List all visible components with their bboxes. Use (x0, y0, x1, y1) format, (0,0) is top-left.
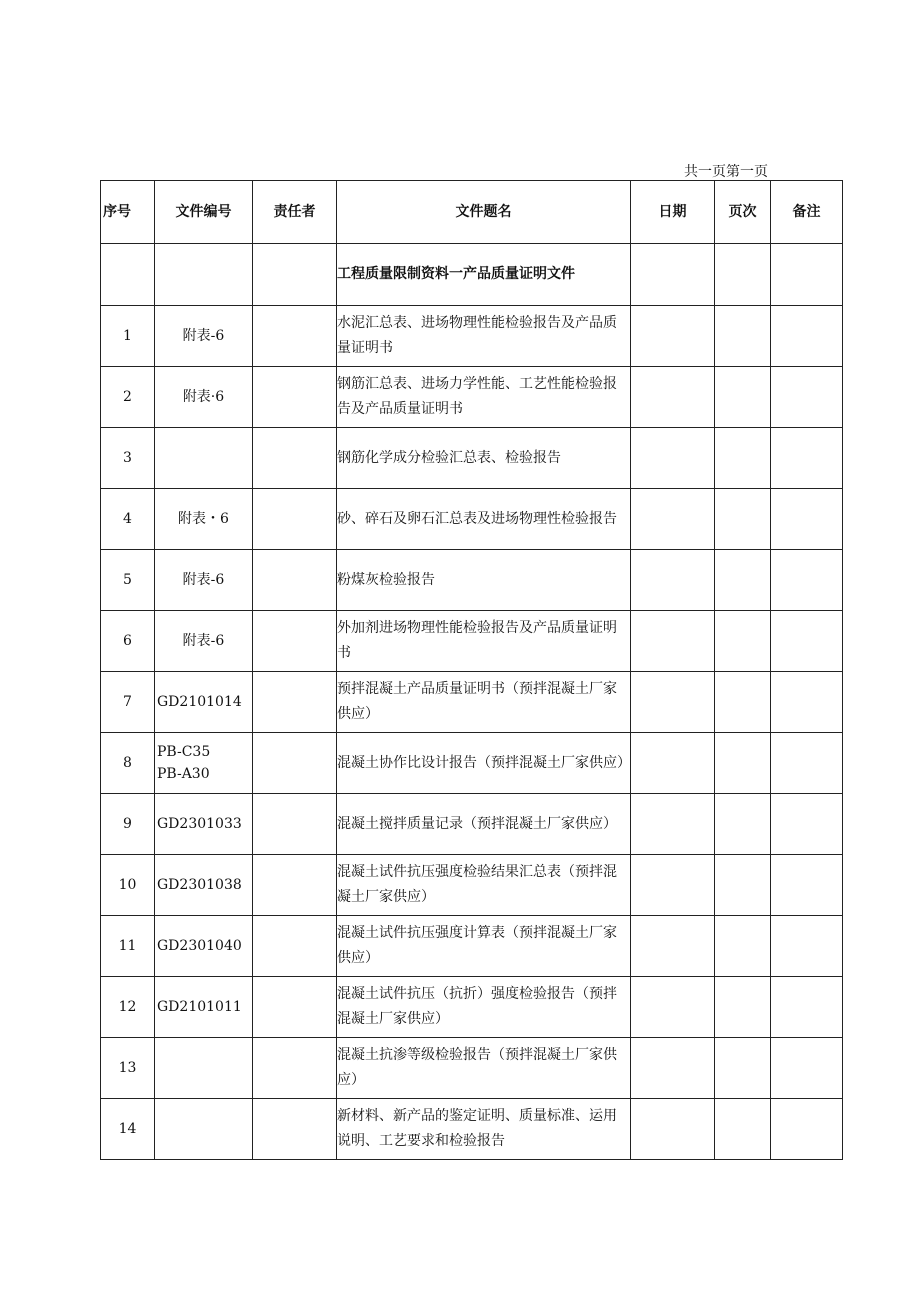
row-date (631, 977, 715, 1038)
row-responsible (253, 428, 337, 489)
row-responsible (253, 1038, 337, 1099)
row-responsible (253, 733, 337, 794)
row-pages (715, 1038, 771, 1099)
row-date (631, 916, 715, 977)
section-title: 工程质量限制资料一产品质量证明文件 (337, 244, 631, 306)
row-pages (715, 916, 771, 977)
row-file-title: 外加剂进场物理性能检验报告及产品质量证明书 (337, 611, 631, 672)
row-pages (715, 794, 771, 855)
row-date (631, 672, 715, 733)
column-header-responsible: 责任者 (253, 181, 337, 244)
row-file-code (155, 428, 253, 489)
table-row (101, 306, 843, 367)
row-remarks (771, 672, 843, 733)
row-file-title: 水泥汇总表、进场物理性能检验报告及产品质量证明书 (337, 306, 631, 367)
row-seq: 2 (101, 367, 155, 428)
column-header-file-title: 文件题名 (337, 181, 631, 244)
row-seq: 4 (101, 489, 155, 550)
section-row (101, 244, 843, 306)
row-pages (715, 550, 771, 611)
table-row (101, 1099, 843, 1160)
row-seq: 10 (101, 855, 155, 916)
row-responsible (253, 306, 337, 367)
row-remarks (771, 733, 843, 794)
row-file-code (155, 1038, 253, 1099)
row-responsible (253, 672, 337, 733)
row-remarks (771, 916, 843, 977)
column-header-seq: 序号 (101, 181, 155, 244)
row-pages (715, 672, 771, 733)
row-date (631, 1038, 715, 1099)
column-header-date: 日期 (631, 181, 715, 244)
row-pages (715, 489, 771, 550)
table-row (101, 794, 843, 855)
row-file-title: 新材料、新产品的鉴定证明、质量标准、运用说明、工艺要求和检验报告 (337, 1099, 631, 1160)
row-date (631, 306, 715, 367)
column-header-pages: 页次 (715, 181, 771, 244)
file-catalog-table (100, 180, 843, 1160)
row-remarks (771, 977, 843, 1038)
row-file-code-secondary: PB-A30 (157, 766, 210, 782)
row-remarks (771, 550, 843, 611)
row-seq: 7 (101, 672, 155, 733)
row-responsible (253, 794, 337, 855)
column-header-file-code: 文件编号 (155, 181, 253, 244)
table-header-row (101, 181, 843, 244)
table-row (101, 367, 843, 428)
row-seq: 3 (101, 428, 155, 489)
row-pages (715, 306, 771, 367)
row-pages (715, 367, 771, 428)
row-remarks (771, 489, 843, 550)
table-row (101, 977, 843, 1038)
row-file-code: 附表-6 (155, 550, 253, 611)
empty-cell (155, 244, 253, 306)
row-remarks (771, 428, 843, 489)
row-seq: 8 (101, 733, 155, 794)
table-row (101, 428, 843, 489)
row-file-title: 钢筋汇总表、进场力学性能、工艺性能检验报告及产品质量证明书 (337, 367, 631, 428)
table-row (101, 855, 843, 916)
row-responsible (253, 550, 337, 611)
row-file-code: 附表·6 (155, 367, 253, 428)
row-date (631, 855, 715, 916)
row-remarks (771, 855, 843, 916)
row-responsible (253, 367, 337, 428)
row-pages (715, 855, 771, 916)
empty-cell (631, 244, 715, 306)
row-date (631, 611, 715, 672)
table-row (101, 672, 843, 733)
row-file-title: 混凝土搅拌质量记录（预拌混凝土厂家供应） (337, 794, 631, 855)
row-date (631, 367, 715, 428)
row-responsible (253, 611, 337, 672)
row-date (631, 428, 715, 489)
row-date (631, 733, 715, 794)
row-file-code: PB-C35 (157, 744, 211, 760)
row-responsible (253, 916, 337, 977)
row-file-title: 混凝土试件抗压强度检验结果汇总表（预拌混凝土厂家供应） (337, 855, 631, 916)
row-file-code: 附表-6 (155, 611, 253, 672)
row-seq: 6 (101, 611, 155, 672)
row-pages (715, 733, 771, 794)
row-file-code-cell (155, 733, 253, 794)
row-file-title: 混凝土试件抗压（抗折）强度检验报告（预拌混凝土厂家供应） (337, 977, 631, 1038)
row-remarks (771, 367, 843, 428)
row-file-title: 砂、碎石及卵石汇总表及进场物理性检验报告 (337, 489, 631, 550)
table-row (101, 1038, 843, 1099)
row-seq: 14 (101, 1099, 155, 1160)
row-file-code: GD2101011 (155, 977, 253, 1038)
row-file-code: GD2301033 (155, 794, 253, 855)
row-date (631, 794, 715, 855)
row-seq: 5 (101, 550, 155, 611)
table-row (101, 489, 843, 550)
row-file-title: 混凝土协作比设计报告（预拌混凝土厂家供应） (337, 733, 631, 794)
row-file-title: 粉煤灰检验报告 (337, 550, 631, 611)
page-count: 共一页第一页 (684, 164, 768, 180)
row-seq: 9 (101, 794, 155, 855)
row-seq: 12 (101, 977, 155, 1038)
row-remarks (771, 1038, 843, 1099)
table-row (101, 611, 843, 672)
row-file-code (155, 1099, 253, 1160)
row-seq: 13 (101, 1038, 155, 1099)
table-row (101, 733, 843, 794)
row-remarks (771, 1099, 843, 1160)
row-responsible (253, 1099, 337, 1160)
row-pages (715, 977, 771, 1038)
empty-cell (715, 244, 771, 306)
row-date (631, 550, 715, 611)
row-file-code: 附表-6 (155, 306, 253, 367)
row-file-title: 混凝土抗渗等级检验报告（预拌混凝土厂家供应） (337, 1038, 631, 1099)
row-file-title: 钢筋化学成分检验汇总表、检验报告 (337, 428, 631, 489)
row-remarks (771, 794, 843, 855)
table-row (101, 550, 843, 611)
row-seq: 1 (101, 306, 155, 367)
row-date (631, 1099, 715, 1160)
row-file-title: 混凝土试件抗压强度计算表（预拌混凝土厂家供应） (337, 916, 631, 977)
row-pages (715, 611, 771, 672)
row-pages (715, 1099, 771, 1160)
row-file-code: 附表・6 (155, 489, 253, 550)
row-file-code: GD2301040 (155, 916, 253, 977)
row-responsible (253, 489, 337, 550)
row-file-code: GD2301038 (155, 855, 253, 916)
column-header-remarks: 备注 (771, 181, 843, 244)
row-file-title: 预拌混凝土产品质量证明书（预拌混凝土厂家供应） (337, 672, 631, 733)
row-pages (715, 428, 771, 489)
row-date (631, 489, 715, 550)
row-remarks (771, 306, 843, 367)
row-responsible (253, 977, 337, 1038)
row-remarks (771, 611, 843, 672)
table-row (101, 916, 843, 977)
empty-cell (253, 244, 337, 306)
empty-cell (101, 244, 155, 306)
row-seq: 11 (101, 916, 155, 977)
row-responsible (253, 855, 337, 916)
empty-cell (771, 244, 843, 306)
row-file-code: GD2101014 (155, 672, 253, 733)
